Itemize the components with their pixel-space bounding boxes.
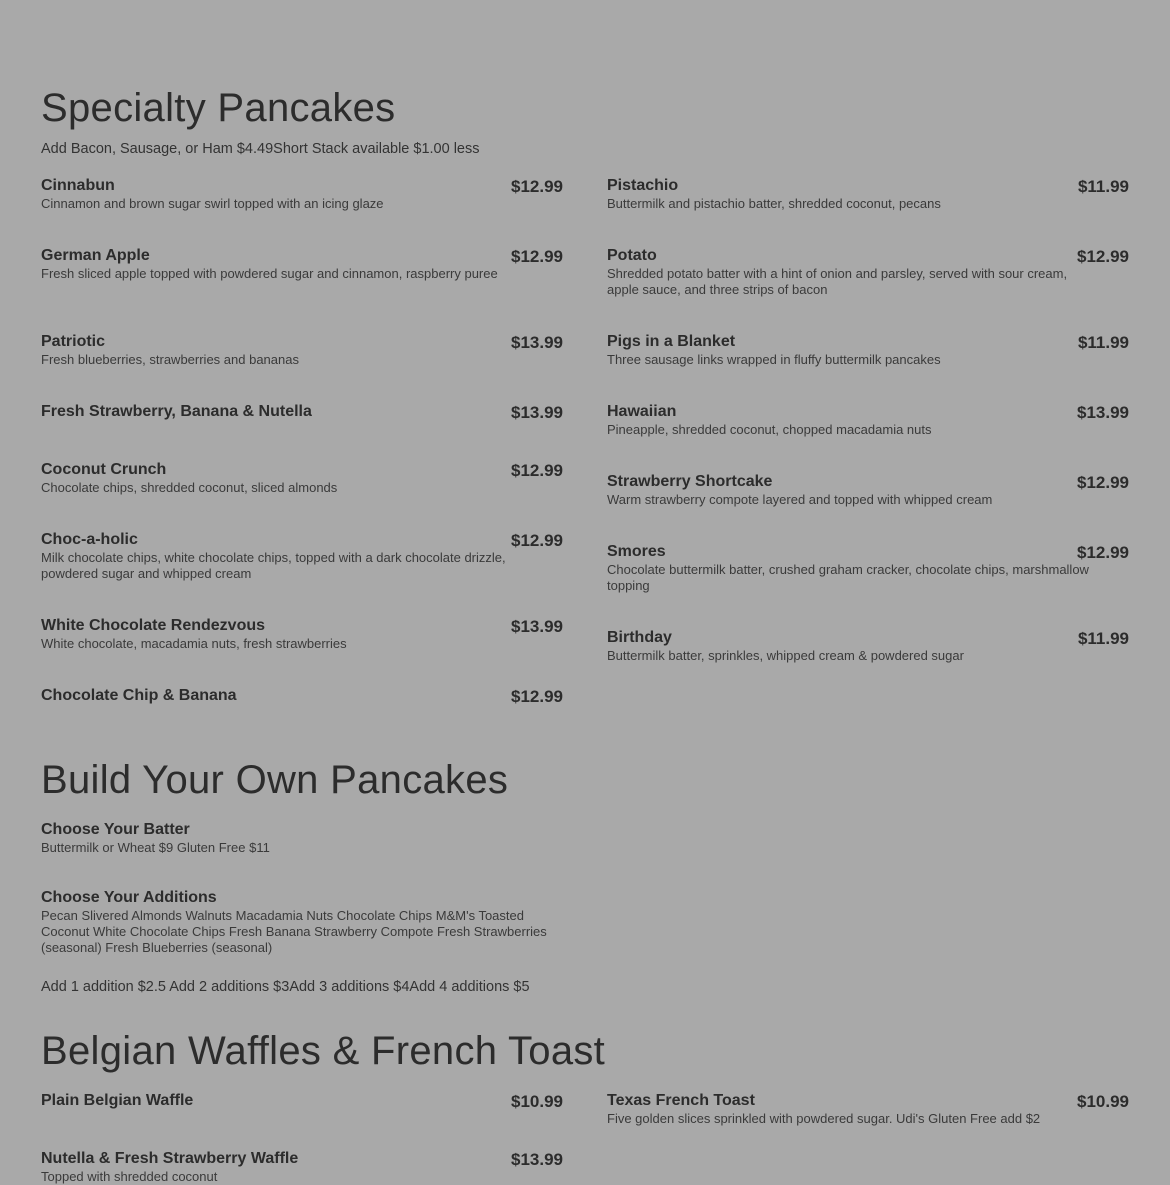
menu-item[interactable] [607, 628, 1129, 664]
menu-item[interactable] [41, 332, 563, 368]
item-price: $12.99 [511, 687, 563, 706]
item-price: $12.99 [511, 461, 563, 480]
item-description: White chocolate, macadamia nuts, fresh strawberries [41, 636, 347, 651]
item-price: $10.99 [1077, 1092, 1129, 1111]
menu-item[interactable] [607, 1091, 1129, 1127]
menu-item[interactable] [41, 176, 563, 212]
option-description: Buttermilk or Wheat $9 Gluten Free $11 [41, 840, 270, 855]
menu-item[interactable] [41, 616, 563, 652]
item-description: Fresh sliced apple topped with powdered sugar and cinnamon, raspberry puree [41, 266, 498, 281]
build-your-own-section [41, 758, 1129, 995]
item-price: $12.99 [1077, 543, 1129, 562]
menu-item[interactable] [607, 472, 1129, 508]
item-description: Three sausage links wrapped in fluffy buttermilk pancakes [607, 352, 941, 367]
item-name: German Apple [41, 247, 150, 264]
specialty-pancakes-section [41, 86, 1129, 706]
item-price: $12.99 [511, 247, 563, 266]
item-name: Pigs in a Blanket [607, 333, 736, 350]
menu-item[interactable] [41, 246, 563, 282]
menu-item[interactable] [41, 1091, 563, 1111]
item-price: $12.99 [1077, 473, 1129, 492]
item-name: Plain Belgian Waffle [41, 1092, 194, 1109]
option-title: Choose Your Batter [41, 821, 190, 838]
option-description: Pecan Slivered Almonds Walnuts Macadamia Nuts Chocolate Chips M&M's Toasted Coconut White Chocolate Chips Fresh Banana Strawberry Compote Fresh Strawberries (seasonal) Fresh Blueberries (seasonal) [41, 908, 547, 955]
item-price: $10.99 [511, 1092, 563, 1111]
item-name: Strawberry Shortcake [607, 473, 773, 490]
item-name: Choc-a-holic [41, 531, 138, 548]
item-name: Birthday [607, 629, 672, 646]
item-price: $12.99 [1077, 247, 1129, 266]
item-price: $13.99 [511, 617, 563, 636]
item-price: $12.99 [511, 531, 563, 550]
item-price: $11.99 [1077, 177, 1129, 196]
item-name: Patriotic [41, 333, 106, 350]
menu-item[interactable] [41, 460, 563, 496]
item-name: Cinnabun [41, 177, 115, 194]
item-price: $13.99 [511, 333, 563, 352]
item-description: Chocolate buttermilk batter, crushed graham cracker, chocolate chips, marshmallow topping [607, 562, 1089, 593]
item-description: Milk chocolate chips, white chocolate chips, topped with a dark chocolate drizzle, powdered sugar and whipped cream [41, 550, 506, 581]
item-description: Buttermilk and pistachio batter, shredded coconut, pecans [607, 196, 941, 211]
option-title: Choose Your Additions [41, 889, 217, 906]
menu-item[interactable] [607, 246, 1129, 298]
item-description: Warm strawberry compote layered and topped with whipped cream [607, 492, 993, 507]
item-name: Texas French Toast [607, 1092, 755, 1109]
item-description: Pineapple, shredded coconut, chopped macadamia nuts [607, 422, 932, 437]
item-name: Smores [607, 543, 666, 560]
item-name: Pistachio [607, 177, 679, 194]
menu-item[interactable] [41, 1149, 563, 1185]
item-price: $13.99 [1077, 403, 1129, 422]
item-name: Fresh Strawberry, Banana & Nutella [41, 403, 312, 420]
item-price: $12.99 [511, 177, 563, 196]
waffles-section [41, 1029, 1129, 1184]
item-price: $13.99 [511, 1150, 563, 1169]
item-name: Potato [607, 247, 657, 264]
item-description: Buttermilk batter, sprinkles, whipped cream & powdered sugar [607, 648, 964, 663]
menu-item[interactable] [41, 530, 563, 582]
item-name: Chocolate Chip & Banana [41, 687, 237, 704]
section-note: Add Bacon, Sausage, or Ham $4.49Short Stack available $1.00 less [41, 141, 480, 157]
menu-item[interactable] [607, 402, 1129, 438]
item-name: Nutella & Fresh Strawberry Waffle [41, 1150, 299, 1167]
item-description: Topped with shredded coconut [41, 1169, 218, 1184]
item-description: Cinnamon and brown sugar swirl topped with an icing glaze [41, 196, 384, 211]
section-title: Belgian Waffles & French Toast [41, 1029, 606, 1073]
item-price: $11.99 [1077, 629, 1129, 648]
additions-option [41, 888, 563, 956]
item-description: Five golden slices sprinkled with powdered sugar. Udi's Gluten Free add $2 [607, 1111, 1041, 1126]
batter-option [41, 820, 563, 856]
section-title: Specialty Pancakes [41, 86, 396, 130]
item-price: $11.99 [1077, 333, 1129, 352]
item-name: Coconut Crunch [41, 461, 167, 478]
item-description: Fresh blueberries, strawberries and bananas [41, 352, 299, 367]
menu-item[interactable] [607, 332, 1129, 368]
menu-item[interactable] [41, 686, 563, 706]
item-name: White Chocolate Rendezvous [41, 617, 266, 634]
item-name: Hawaiian [607, 403, 677, 420]
item-description: Chocolate chips, shredded coconut, sliced almonds [41, 480, 338, 495]
item-description: Shredded potato batter with a hint of onion and parsley, served with sour cream, apple sauce, and three strips of bacon [607, 266, 1068, 297]
additions-pricing: Add 1 addition $2.5 Add 2 additions $3Add 3 additions $4Add 4 additions $5 [41, 979, 530, 995]
menu-item[interactable] [607, 542, 1129, 594]
menu-item[interactable] [607, 176, 1129, 212]
item-price: $13.99 [511, 403, 563, 422]
section-title: Build Your Own Pancakes [41, 758, 509, 802]
menu-item[interactable] [41, 402, 563, 422]
